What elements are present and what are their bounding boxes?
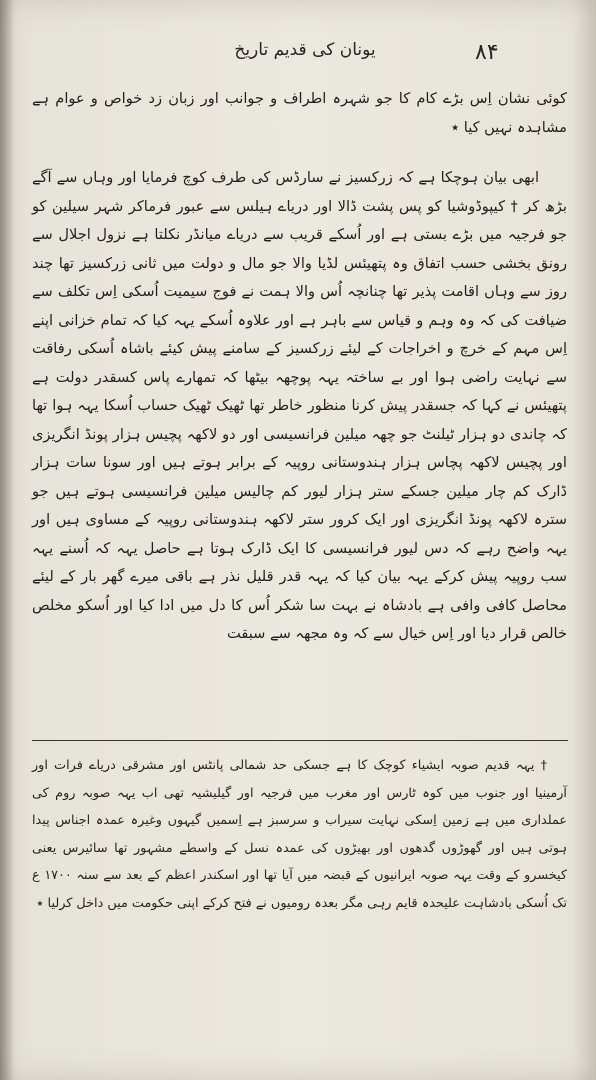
paragraph-xerxes-sardis: ابھی بیان ہوچکا ہے کہ زرکسیز نے سارڈس کی طرف کوچ فرمایا اور وہاں سے آگے بڑھ کر † کیپوڈوشیا کو پس پشت ڈالا اور دریاے ہیلس سے عبور فرماکر شہر سیلین کو جو فرجیہ میں بڑے بستی ہے اور اُسکے قریب سے دریاے میانڈر نکلتا ہے نزول اجلال سے رونق بخشی حسب اتفاق وہ پتھیئس لڈیا والا جو مال و دولت میں ثانی زرکسیز تھا چند روز سے وہاں اقامت پذیر تھا چنانچہ اُس والا ہمت نے فوج سیمیت اُسکی اِس تکلف سے ضیافت کی کہ وہ وہم و قیاس سے باہر ہے اور علاوہ اُسکے یہہ کیا کہ تمام خزانی اپنے اِس مہم کے خرچ و اخراجات کے لیئے زرکسیز کے سامنے پیش کیئے باشاہ اُسکی رفاقت سے نہایت راضی ہوا اور بے ساختہ یہہ پوچھہ بیٹھا کہ تمھارے پاس کسقدر دولت ہے پتھیئس نے کہا کہ جسقدر پیش کرنا منظور خاطر تھا ٹھیک ٹھیک حساب اُسکا یہہ ہوا تھا کہ چاندی دو ہزار ٹیلنٹ جو چھہ میلین فرانسیسی اور دو لاکھہ پچیس ہزار پونڈ انگریزی اور پچیس لاکھہ پچاس ہزار ہندوستانی روپیہ کے برابر ہوتے ہیں اور سونا سات ہزار ڈارک کم چار میلین جسکے ستر ہزار لیور کم چالیس میلین فرانسیسی ہوتے ہیں جو سترہ لاکھہ پونڈ انگریزی اور ایک کرور ستر لاکھہ ہندوستانی روپیہ کے مساوی ہیں اور یہہ واضح رہے کہ دس لیور فرانسیسی کا ایک ڈارک ہوتا ہے حاصل یہہ کہ اُسنے یہہ سب روپیہ پیش کرکے یہہ بیان کیا کہ یہہ قدر قلیل نذر ہے باقی میرے گھر بار کے لیئے محاصل کافی وافی ہے بادشاہ نے بہت سا شکر اُس کا دل میں ادا کیا اور اُسکو مخلص خالص قرار دیا اور اِس خیال سے کہ وہ مجھہ سے سبقت xyxy=(32,169,567,642)
footnote-divider xyxy=(32,740,568,741)
footnote-cappadocia: † یہہ قدیم صوبہ ایشیاء کوچک کا ہے جسکی حد شمالی پانٹس اور مشرقی دریاے فرات اور آرمینیا اور جنوب میں کوہ ٹارس اور مغرب میں فرجیہ اور گیلیشیہ تھی اب یہہ صوبہ روم کی عملداری میں ہے زمین اِسکی نہایت سیراب و سرسبز ہے اِسمیں گیہوں وغیرہ عمدہ اجناس پیدا ہوتی ہیں اور گھوڑوں گدھوں اور بھیڑوں کی عمدہ نسل کے واسطے مشہور تھا سائیرس یعنی کیخسرو کے وقت یہہ صوبہ ایرانیوں کے قبضہ میں آیا تھا اور اسکندر اعظم کے بعد سے سنہ ۱۷۰۰ ع تک اُسکی بادشاہت علیحدہ قایم رہی مگر بعدہ رومیوں نے فتح کرکے اپنی حکومت میں داخل کرلیا ٭ xyxy=(32,758,567,911)
paragraph-continued: کوئی نشان اِس بڑے کام کا جو شہرہ اطراف و جوانب اور زبان زد خواص و عوام ہے مشاہدہ نہیں کیا ٭ xyxy=(32,90,567,136)
footnote xyxy=(32,752,567,917)
page-number: ۸۴ xyxy=(475,40,499,65)
page-header xyxy=(30,40,566,70)
running-title: یونان کی قدیم تاریخ xyxy=(234,40,376,60)
page-spine-shadow xyxy=(0,0,14,1080)
main-text xyxy=(32,85,567,649)
